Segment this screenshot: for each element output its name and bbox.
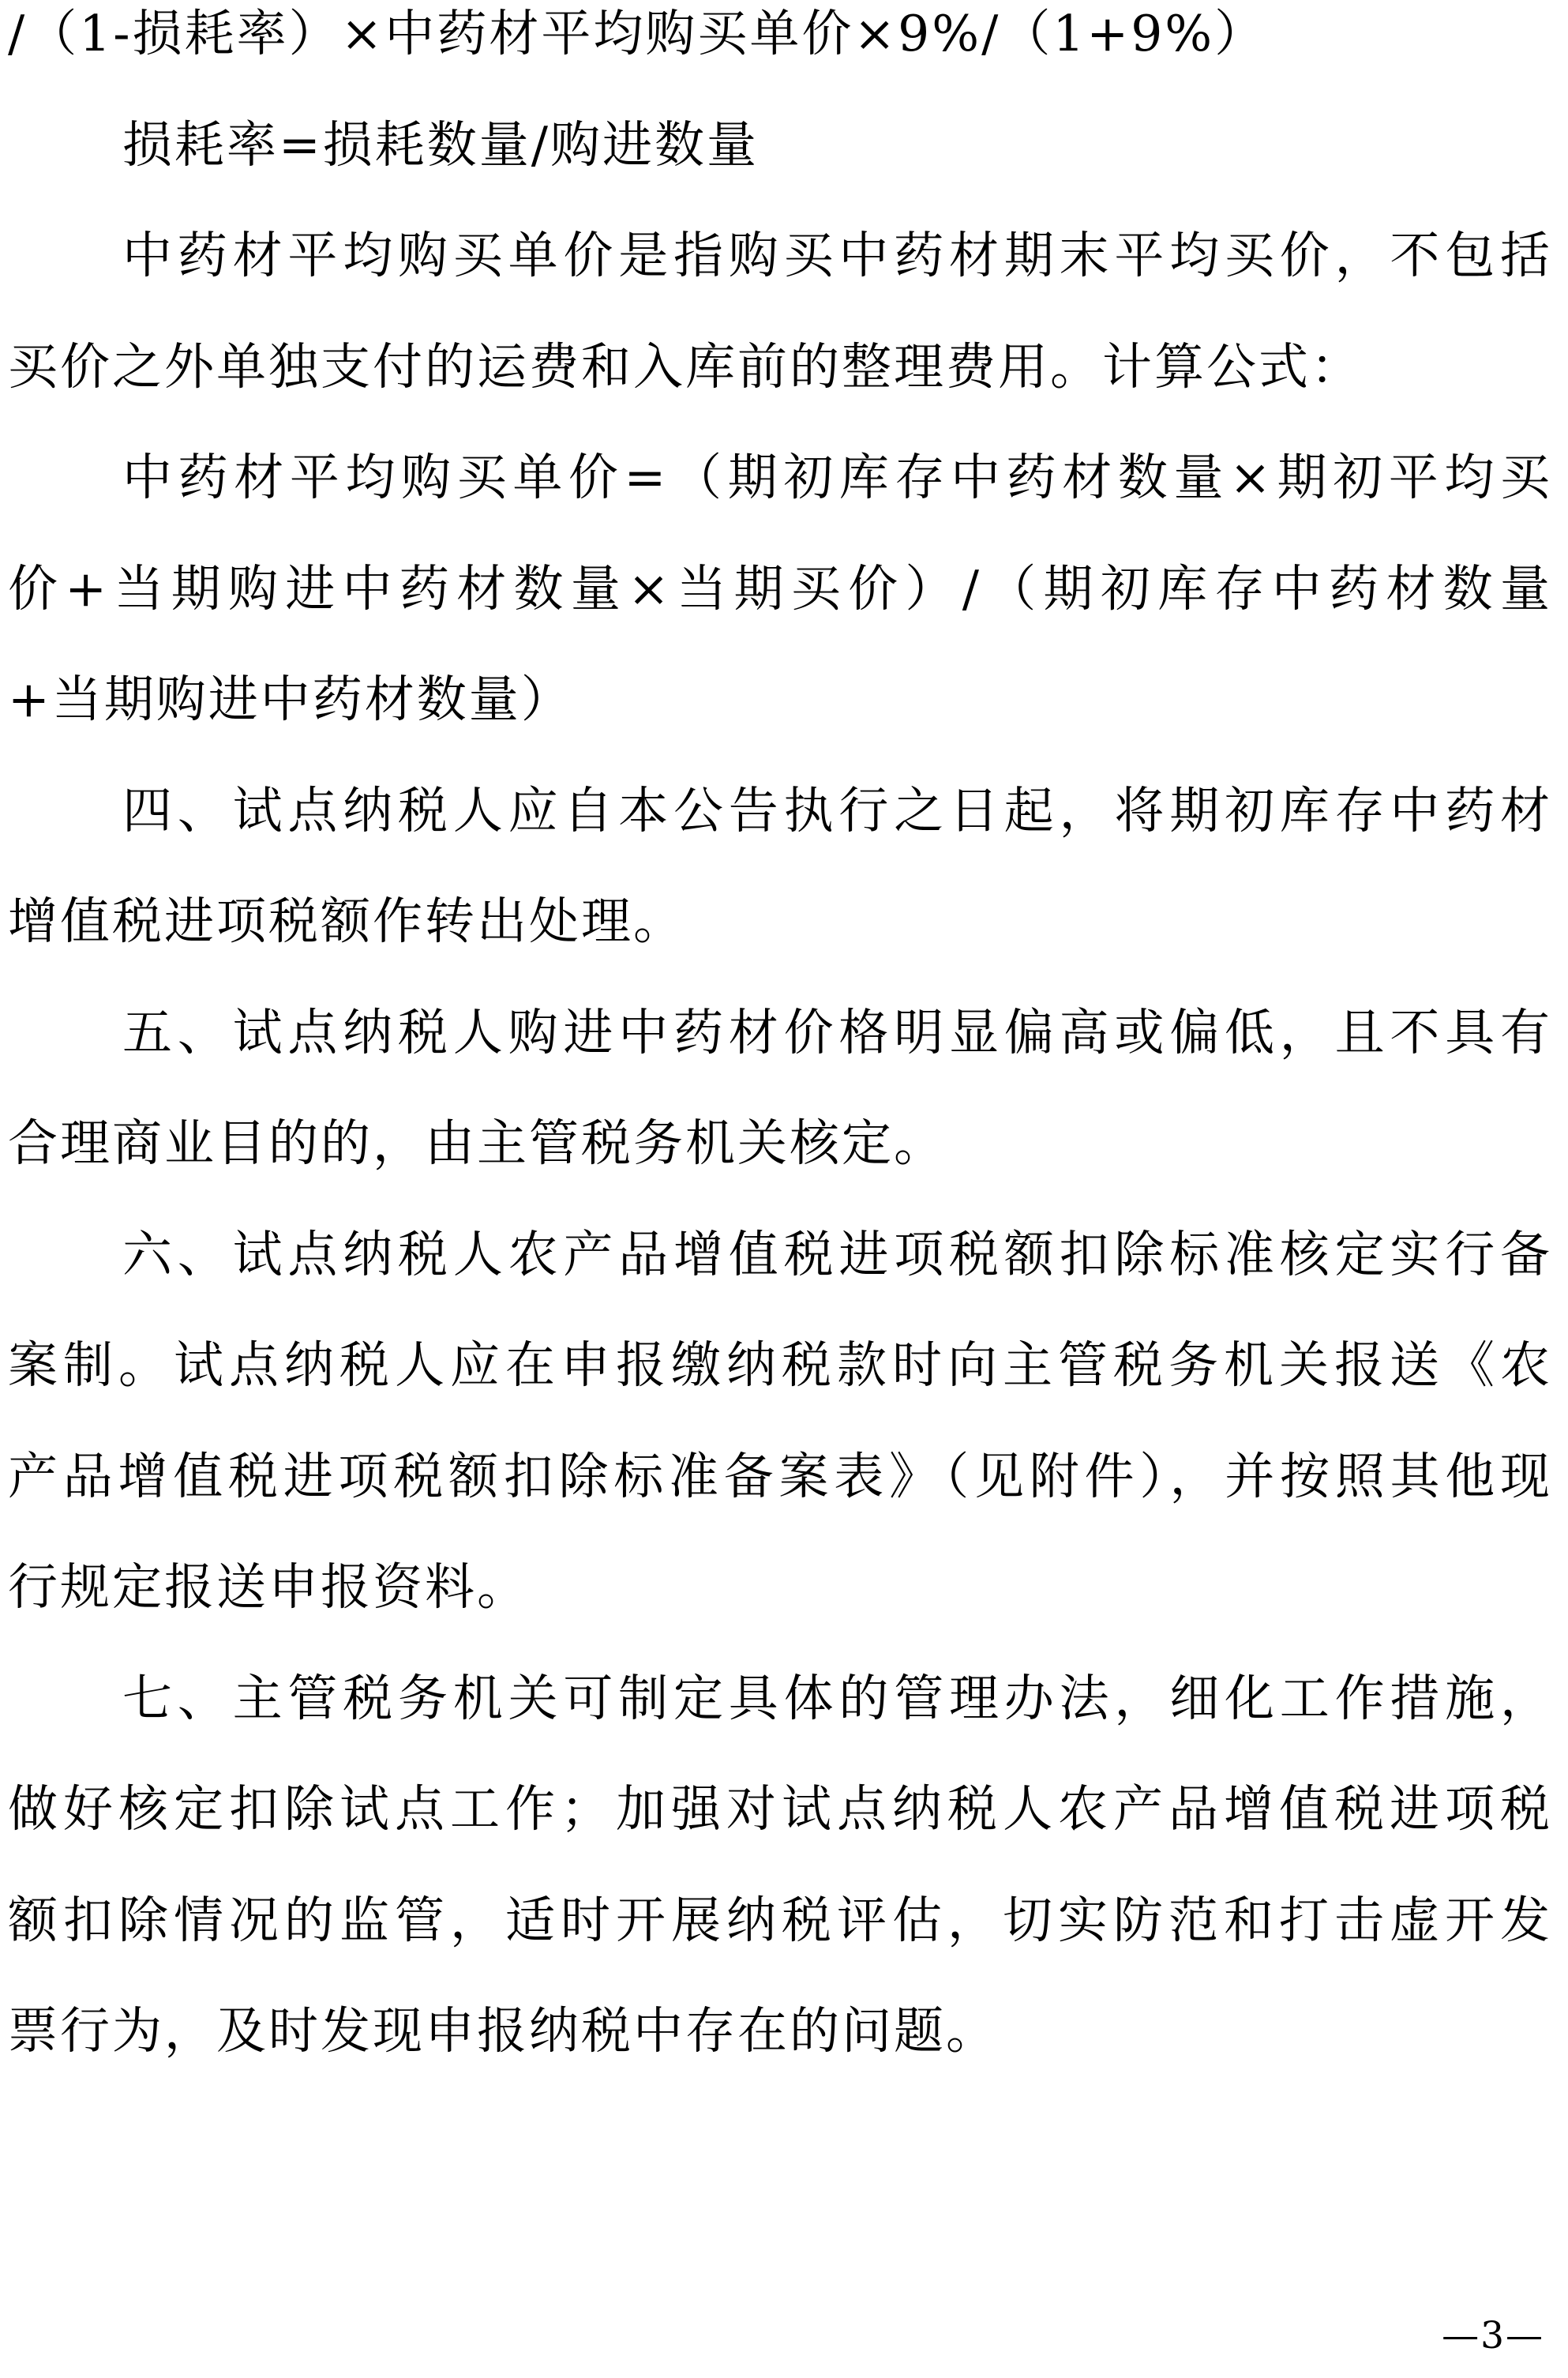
body-line: 七、主管税务机关可制定具体的管理办法，细化工作措施， <box>122 1669 1552 1727</box>
document-body <box>8 0 1552 2087</box>
body-line: 产品增值税进项税额扣除标准备案表》（见附件），并按照其他现 <box>8 1447 1552 1505</box>
body-line: 做好核定扣除试点工作；加强对试点纳税人农产品增值税进项税 <box>8 1780 1552 1838</box>
body-line: 中药材平均购买单价是指购买中药材期末平均买价，不包括 <box>122 227 1552 284</box>
body-line: 增值税进项税额作转出处理。 <box>8 892 685 950</box>
page-number: —3— <box>1442 2314 1544 2357</box>
body-line: 价+当期购进中药材数量×当期买价）/（期初库存中药材数量 <box>8 559 1552 618</box>
body-line: 六、试点纳税人农产品增值税进项税额扣除标准核定实行备 <box>122 1225 1552 1283</box>
body-line: 额扣除情况的监管，适时开展纳税评估，切实防范和打击虚开发 <box>8 1891 1552 1949</box>
body-line: /（1-损耗率）×中药材平均购买单价×9%/（1+9%） <box>8 5 1267 62</box>
body-line: 案制。试点纳税人应在申报缴纳税款时向主管税务机关报送《农 <box>8 1336 1552 1394</box>
body-line: 合理商业目的的，由主管税务机关核定。 <box>8 1114 946 1172</box>
body-line: +当期购进中药材数量） <box>8 671 573 728</box>
body-line: 中药材平均购买单价=（期初库存中药材数量×期初平均买 <box>122 449 1552 506</box>
body-line: 损耗率=损耗数量/购进数量 <box>122 115 760 174</box>
body-line: 买价之外单独支付的运费和入库前的整理费用。计算公式： <box>8 337 1363 396</box>
body-line: 五、试点纳税人购进中药材价格明显偏高或偏低，且不具有 <box>122 1003 1552 1061</box>
body-line: 四、试点纳税人应自本公告执行之日起，将期初库存中药材 <box>122 781 1552 840</box>
body-line: 票行为，及时发现申报纳税中存在的问题。 <box>8 2002 998 2060</box>
body-line: 行规定报送申报资料。 <box>8 1558 529 1616</box>
